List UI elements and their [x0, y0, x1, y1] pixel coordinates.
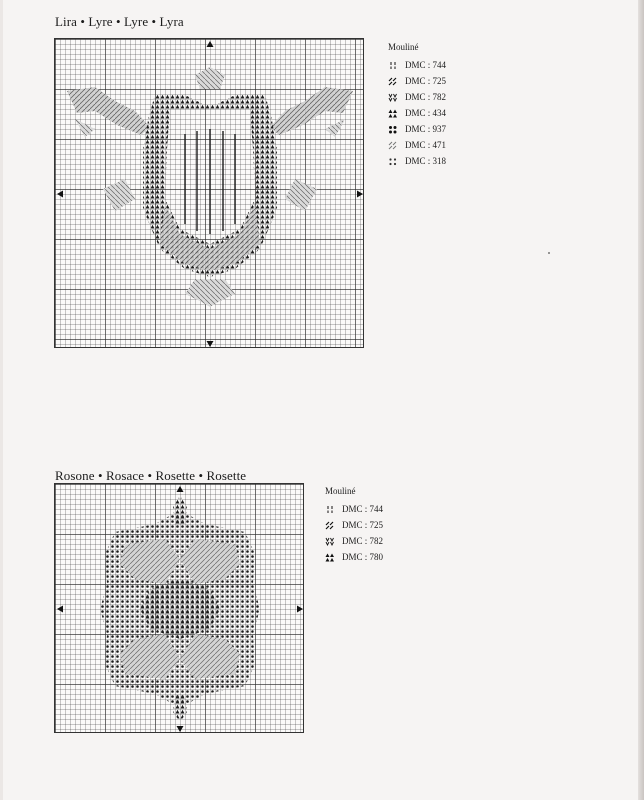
- legend-label: DMC : 782: [405, 92, 447, 102]
- lyre-left-lower-leaf: [103, 179, 135, 211]
- lyre-left-leaf: [75, 119, 95, 137]
- lyre-right-branch: [270, 87, 353, 135]
- symbol-slashes-icon: [325, 521, 335, 530]
- legend-label: DMC : 782: [342, 536, 384, 546]
- symbol-bars-icon: [325, 505, 335, 514]
- symbol-vees-icon: [325, 537, 335, 546]
- lyre-legend: [388, 42, 446, 169]
- symbol-dots-icon: [388, 125, 398, 134]
- rosette-legend-heading: Mouliné: [325, 486, 356, 496]
- legend-item: [388, 105, 446, 121]
- rosette-bottom-stem: [173, 694, 187, 722]
- rosette-top-stem: [173, 496, 187, 524]
- legend-label: DMC : 471: [405, 140, 447, 150]
- lyre-pattern-grid: [54, 38, 364, 348]
- legend-label: DMC : 318: [405, 156, 447, 166]
- page-edge-left: [0, 0, 3, 800]
- symbol-bars-icon: [388, 61, 398, 70]
- legend-label: DMC : 725: [405, 76, 447, 86]
- symbol-triangles-icon: [388, 109, 398, 118]
- lyre-motif: [55, 39, 365, 349]
- legend-item: [388, 121, 446, 137]
- legend-item: [388, 137, 446, 153]
- legend-label: DMC : 434: [405, 108, 447, 118]
- rosette-motif: [55, 484, 305, 734]
- legend-label: DMC : 780: [342, 552, 384, 562]
- legend-item: [388, 153, 446, 169]
- symbol-dots-small-icon: [388, 157, 398, 166]
- lyre-right-lower-leaf: [285, 179, 317, 211]
- lyre-right-leaf: [325, 119, 345, 137]
- legend-label: DMC : 937: [405, 124, 447, 134]
- legend-item: [388, 73, 446, 89]
- page-edge-right: [638, 0, 644, 800]
- rosette-chart-title: Rosone • Rosace • Rosette • Rosette: [55, 468, 247, 483]
- legend-label: DMC : 725: [342, 520, 384, 530]
- lyre-foot: [185, 279, 235, 307]
- paper-speck: [548, 252, 550, 254]
- symbol-slashes-icon: [388, 77, 398, 86]
- legend-item: [325, 517, 383, 533]
- rosette-legend: [325, 486, 383, 565]
- lyre-strings: [185, 129, 235, 234]
- lyre-top-ornament: [195, 67, 225, 89]
- legend-item: [325, 533, 383, 549]
- rosette-pattern-grid: [54, 483, 304, 733]
- lyre-legend-heading: Mouliné: [388, 42, 419, 52]
- lyre-chart-title: Lira • Lyre • Lyre • Lyra: [55, 14, 184, 29]
- legend-item: [388, 89, 446, 105]
- legend-item: [325, 549, 383, 565]
- symbol-slashes-light-icon: [388, 141, 398, 150]
- legend-item: [325, 501, 383, 517]
- symbol-vees-icon: [388, 93, 398, 102]
- symbol-triangles-icon: [325, 553, 335, 562]
- legend-item: [388, 57, 446, 73]
- lyre-crossbar: [151, 94, 269, 109]
- lyre-left-branch: [67, 87, 150, 135]
- legend-label: DMC : 744: [342, 504, 384, 514]
- legend-label: DMC : 744: [405, 60, 447, 70]
